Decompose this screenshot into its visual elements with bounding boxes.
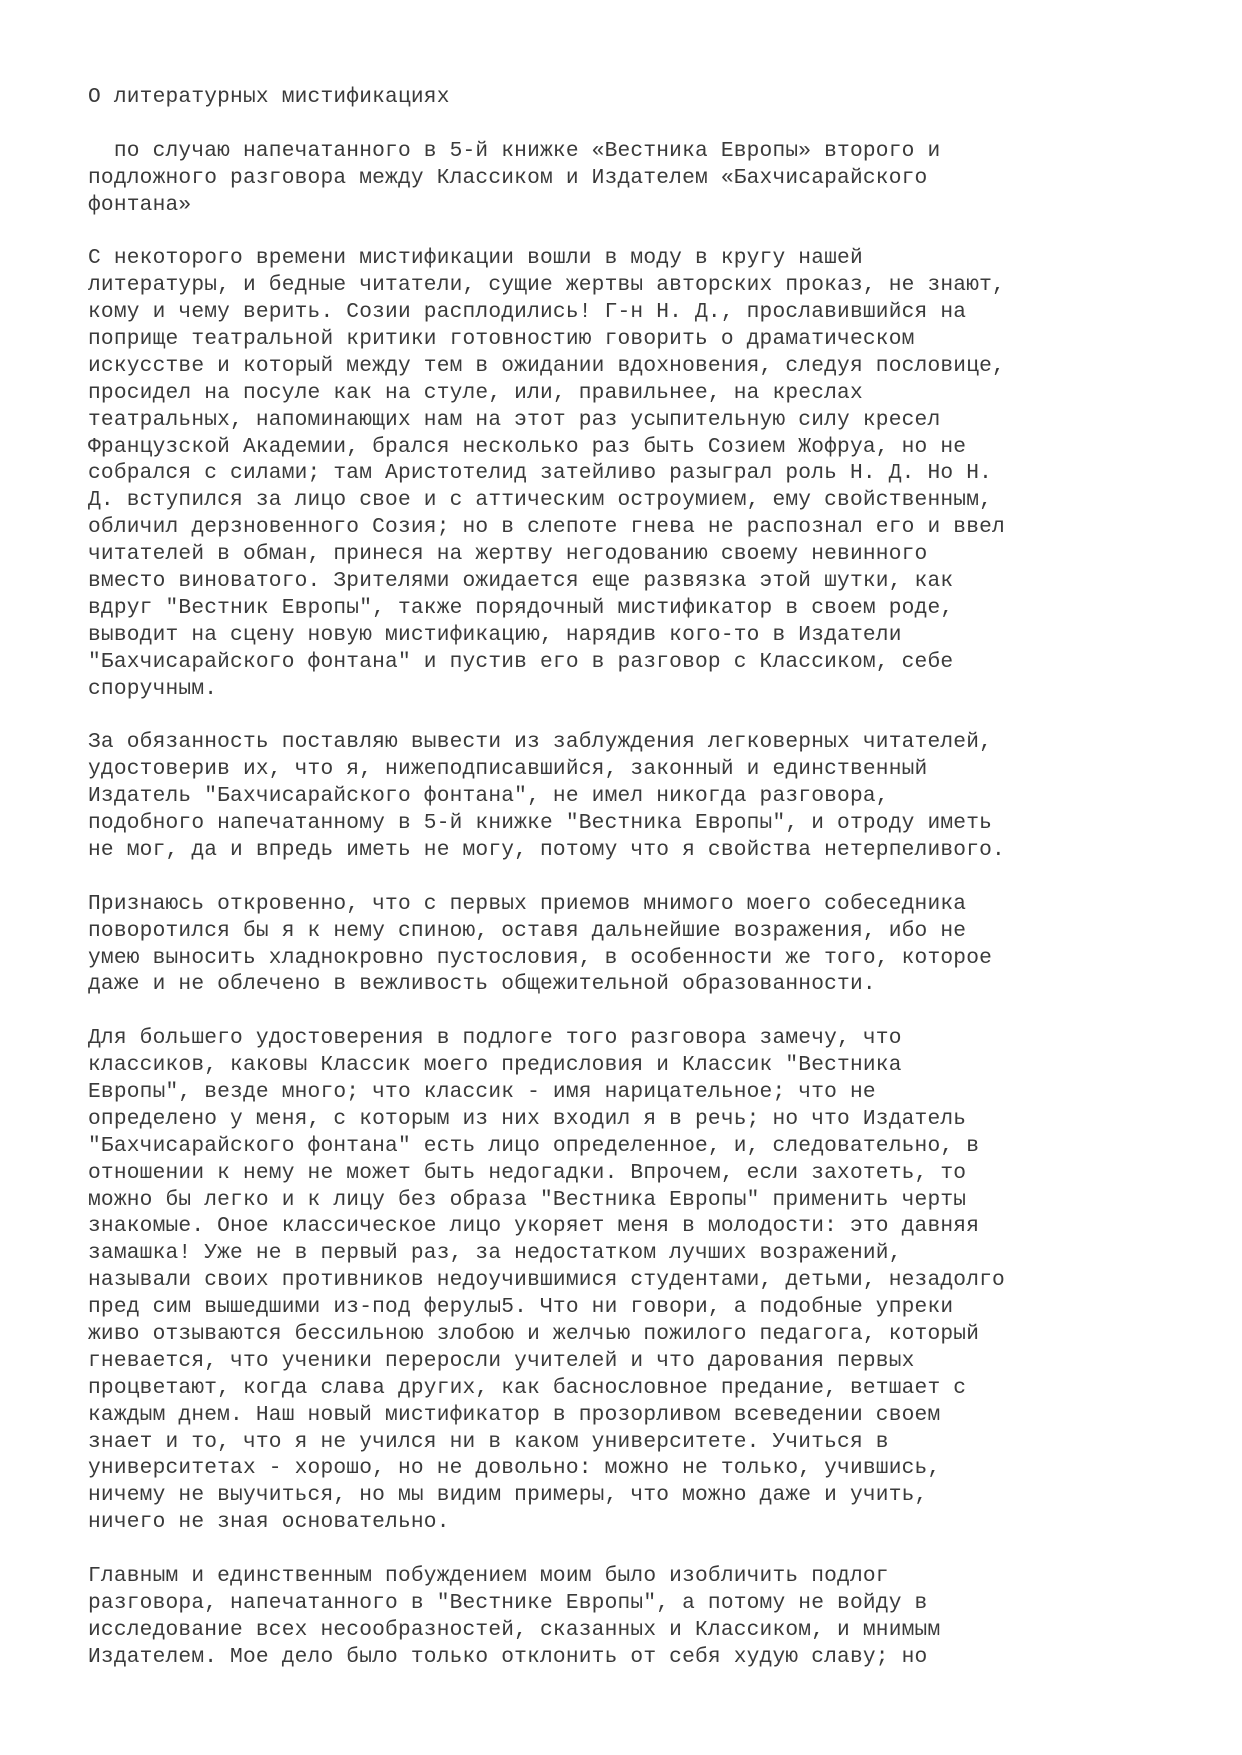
text-line: литературы, и бедные читатели, сущие жертвы авторских проказ, не знают,: [88, 273, 1005, 298]
text-line: споручным.: [88, 676, 218, 701]
text-line: замашка! Уже не в первый раз, за недостатком лучших возражений,: [88, 1241, 902, 1266]
text-line: Признаюсь откровенно, что с первых приемов мнимого моего собеседника: [88, 891, 967, 916]
paragraph: [88, 729, 1198, 863]
blank-line: [88, 1536, 1198, 1563]
text-line: подобного напечатанному в 5-й книжке "Вестника Европы", и отроду иметь: [88, 811, 993, 836]
subtitle-line: подложного разговора между Классиком и Издателем «Бахчисарайского: [88, 165, 928, 190]
text-line: читателей в обман, принеся на жертву негодованию своему невинного: [88, 542, 928, 567]
text-line: вдруг "Вестник Европы", также порядочный мистификатор в своем роде,: [88, 595, 954, 620]
text-line: процветают, когда слава других, как баснословное предание, ветшает с: [88, 1375, 967, 1400]
text-line: Издателем. Мое дело было только отклонить от себя худую славу; но: [88, 1644, 928, 1669]
text-line: даже и не облечено в вежливость общежительной образованности.: [88, 972, 876, 997]
text-line: разговора, напечатанного в "Вестнике Европы", а потому не войду в: [88, 1590, 928, 1615]
text-line: определено у меня, с которым из них входил я в речь; но что Издатель: [88, 1106, 967, 1131]
text-line: классиков, каковы Классик моего предисловия и Классик "Вестника: [88, 1053, 902, 1078]
text-line: вместо виноватого. Зрителями ожидается еще развязка этой шутки, как: [88, 569, 954, 594]
subtitle-line: по случаю напечатанного в 5-й книжке «Вестника Европы» второго и: [88, 138, 941, 163]
text-line: отношении к нему не может быть недогадки. Впрочем, если захотеть, то: [88, 1160, 967, 1185]
blank-line: [88, 218, 1198, 245]
text-line: "Бахчисарайского фонтана" и пустив его в разговор с Классиком, себе: [88, 649, 954, 674]
text-line: университетах - хорошо, но не довольно: можно не только, учившись,: [88, 1456, 941, 1481]
blank-line: [88, 111, 1198, 138]
text-line: обличил дерзновенного Созия; но в слепоте гнева не распознал его и ввел: [88, 515, 1005, 540]
text-line: Главным и единственным побуждением моим было изобличить подлог: [88, 1563, 889, 1588]
text-line: За обязанность поставляю вывести из заблуждения легковерных читателей,: [88, 730, 993, 755]
blank-line: [88, 864, 1198, 891]
text-line: каждым днем. Наш новый мистификатор в прозорливом всеведении своем: [88, 1402, 941, 1427]
subtitle: [88, 138, 1198, 219]
subtitle-line: фонтана»: [88, 192, 192, 217]
text-line: знает и то, что я не учился ни в каком университете. Учиться в: [88, 1429, 889, 1454]
text-line: собрался с силами; там Аристотелид затейливо разыграл роль Н. Д. Но Н.: [88, 461, 993, 486]
text-line: Издатель "Бахчисарайского фонтана", не имел никогда разговора,: [88, 784, 889, 809]
text-line: просидел на посуле как на стуле, или, правильнее, на креслах: [88, 380, 863, 405]
text-line: Для большего удостоверения в подлоге того разговора замечу, что: [88, 1026, 902, 1051]
paragraph: [88, 1563, 1198, 1671]
blank-line: [88, 702, 1198, 729]
text-line: Европы", везде много; что классик - имя нарицательное; что не: [88, 1079, 876, 1104]
text-line: гневается, что ученики переросли учителей и что дарования первых: [88, 1348, 915, 1373]
text-line: ничего не зная основательно.: [88, 1510, 450, 1535]
paragraph: [88, 891, 1198, 999]
document-title: О литературных мистификациях: [88, 85, 450, 109]
text-line: искусстве и который между тем в ожидании вдохновения, следуя пословице,: [88, 353, 1005, 378]
text-line: пред сим вышедшими из-под ферулы5. Что ни говори, а подобные упреки: [88, 1295, 954, 1320]
text-line: можно бы легко и к лицу без образа "Вестника Европы" применить черты: [88, 1187, 967, 1212]
paragraph: [88, 245, 1198, 702]
text-line: Д. вступился за лицо свое и с аттическим остроумием, ему свойственным,: [88, 488, 993, 513]
text-line: театральных, напоминающих нам на этот раз усыпительную силу кресел: [88, 407, 941, 432]
blank-line: [88, 998, 1198, 1025]
text-line: поприще театральной критики готовностию говорить о драматическом: [88, 327, 915, 352]
paragraph: [88, 1025, 1198, 1536]
text-line: называли своих противников недоучившимися студентами, детьми, незадолго: [88, 1268, 1005, 1293]
text-line: не мог, да и впредь иметь не могу, потому что я свойства нетерпеливого.: [88, 837, 1005, 862]
text-line: Французской Академии, брался несколько раз быть Созием Жофруа, но не: [88, 434, 967, 459]
text-line: удостоверив их, что я, нижеподписавшийся, законный и единственный: [88, 757, 928, 782]
text-line: знакомые. Оное классическое лицо укоряет меня в молодости: это давняя: [88, 1214, 980, 1239]
text-line: выводит на сцену новую мистификацию, нарядив кого-то в Издатели: [88, 622, 902, 647]
text-line: поворотился бы я к нему спиною, оставя дальнейшие возражения, ибо не: [88, 918, 967, 943]
text-line: живо отзываются бессильною злобою и желчью пожилого педагога, который: [88, 1321, 980, 1346]
text-line: "Бахчисарайского фонтана" есть лицо определенное, и, следовательно, в: [88, 1133, 980, 1158]
text-line: ничему не выучиться, но мы видим примеры, что можно даже и учить,: [88, 1483, 928, 1508]
text-line: С некоторого времени мистификации вошли в моду в кругу нашей: [88, 246, 863, 271]
text-line: умею выносить хладнокровно пустословия, в особенности же того, которое: [88, 945, 993, 970]
text-line: кому и чему верить. Созии расплодились! Г-н Н. Д., прославившийся на: [88, 300, 967, 325]
text-line: исследование всех несообразностей, сказанных и Классиком, и мнимым: [88, 1617, 941, 1642]
document-page: [88, 84, 1198, 1671]
